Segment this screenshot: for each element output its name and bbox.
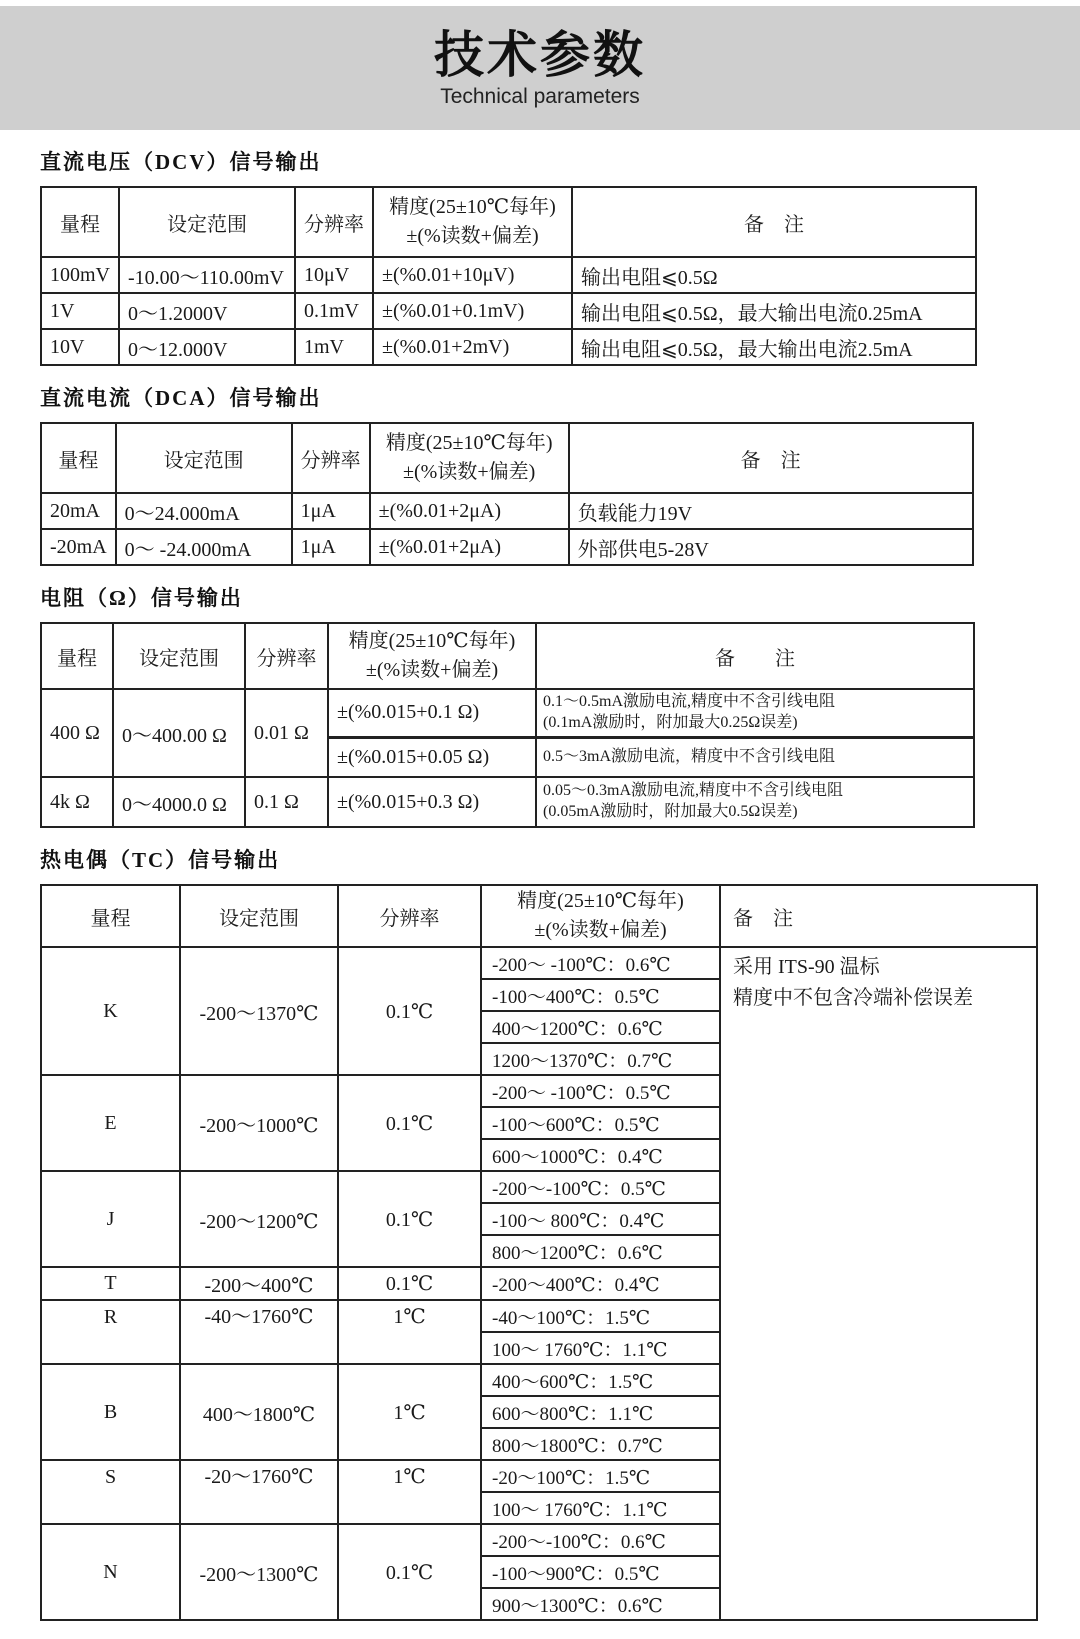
page-subtitle: Technical parameters (440, 84, 640, 108)
resolution-cell: 10μV (295, 257, 373, 293)
range-cell: 10V (41, 329, 119, 365)
table-row (41, 777, 974, 827)
type-cell: T (41, 1267, 180, 1300)
col-header-range: 量程 (41, 623, 113, 689)
col-header-note: 备 注 (720, 885, 1037, 947)
table-row (41, 329, 976, 365)
type-cell: N (41, 1524, 180, 1620)
type-cell: E (41, 1075, 180, 1171)
accuracy-subrow: 100～ 1760℃：1.1℃ (481, 1332, 720, 1364)
range-cell: 100mV (41, 257, 119, 293)
setting-cell: 0～24.000mA (116, 493, 292, 529)
section-title-resistance: 电阻（Ω）信号输出 (40, 586, 243, 610)
col-header-resolution: 分辨率 (338, 885, 481, 947)
setting-cell: 0～12.000V (119, 329, 295, 365)
dca-header-row (41, 423, 973, 493)
note-cell (720, 947, 1037, 1620)
accuracy-header-line2: ±(%读数+偏差) (403, 461, 536, 483)
accuracy-header-line1: 精度(25±10℃每年) (517, 890, 684, 913)
col-header-setting: 设定范围 (116, 423, 292, 493)
resolution-cell: 0.1 Ω (245, 777, 328, 827)
accuracy-header-line1: 精度(25±10℃每年) (348, 630, 516, 652)
table-row (41, 689, 974, 737)
section-title-dca: 直流电流（DCA）信号输出 (40, 386, 322, 410)
accuracy-subrow: 800～1200℃：0.6℃ (481, 1235, 720, 1267)
accuracy-subrow: -100～600℃：0.5℃ (481, 1107, 720, 1139)
setting-cell: 400～1800℃ (180, 1364, 338, 1460)
resolution-cell: 0.1mV (295, 293, 373, 329)
setting-cell: -40～1760℃ (180, 1300, 338, 1364)
setting-cell: 0～ -24.000mA (116, 529, 292, 565)
setting-cell: -200～400℃ (180, 1267, 338, 1300)
accuracy-header-line1: 精度(25±10℃每年) (385, 432, 553, 454)
table-row (41, 293, 976, 329)
accuracy-header-line2: ±(%读数+偏差) (406, 225, 539, 247)
col-header-range: 量程 (41, 423, 116, 493)
setting-cell: -200～1200℃ (180, 1171, 338, 1267)
page-title: 技术参数 (434, 26, 646, 83)
range-cell: 20mA (41, 493, 116, 529)
type-cell: K (41, 947, 180, 1075)
table-row (41, 529, 973, 565)
note-cell: 外部供电5-28V (569, 529, 973, 565)
dcv-header-row (41, 187, 976, 257)
col-header-accuracy (370, 423, 569, 493)
resolution-cell: 0.1℃ (338, 947, 481, 1075)
note-line1: 0.1～0.5mA激励电流,精度中不含引线电阻 (543, 693, 836, 710)
note-line2: (0.1mA激励时，附加最大0.25Ω误差) (543, 713, 798, 731)
setting-cell: -200～1300℃ (180, 1524, 338, 1620)
table-row (41, 257, 976, 293)
accuracy-cell: ±(%0.015+0.3 Ω) (328, 777, 536, 827)
accuracy-header-line2: ±(%读数+偏差) (534, 919, 667, 942)
accuracy-subrow: -200～-100℃：0.6℃ (481, 1524, 720, 1556)
accuracy-subrow: -200～ -100℃：0.6℃ (481, 947, 720, 979)
accuracy-subrow: 900～1300℃：0.6℃ (481, 1588, 720, 1620)
note-line1: 0.05～0.3mA激励电流,精度中不含引线电阻 (543, 782, 844, 800)
resolution-cell: 1μA (292, 493, 370, 529)
accuracy-header-line2: ±(%读数+偏差) (365, 659, 499, 681)
section-title-dcv: 直流电压（DCV）信号输出 (40, 150, 322, 174)
accuracy-subrow: -40～100℃：1.5℃ (481, 1300, 720, 1332)
accuracy-cell: ±(%0.015+0.1 Ω) (328, 689, 536, 737)
accuracy-subrow: -100～400℃：0.5℃ (481, 979, 720, 1011)
col-header-range: 量程 (41, 187, 119, 257)
dca-table (40, 422, 974, 566)
col-header-setting: 设定范围 (119, 187, 295, 257)
accuracy-subrow: 100～ 1760℃：1.1℃ (481, 1492, 720, 1524)
resolution-cell: 0.01 Ω (245, 689, 328, 777)
accuracy-header-line1: 精度(25±10℃每年) (389, 196, 556, 218)
resolution-cell: 1mV (295, 329, 373, 365)
accuracy-subrow: 400～600℃：1.5℃ (481, 1364, 720, 1396)
note-cell: 0.5～3mA激励电流，精度中不含引线电阻 (536, 737, 974, 777)
resistance-header-row (41, 623, 974, 689)
type-cell: J (41, 1171, 180, 1267)
accuracy-cell: ±(%0.01+2μA) (370, 493, 569, 529)
range-cell: 400 Ω (41, 689, 113, 777)
col-header-accuracy (373, 187, 572, 257)
accuracy-subrow: 800～1800℃：0.7℃ (481, 1428, 720, 1460)
resistance-table (40, 622, 975, 828)
resolution-cell: 1℃ (338, 1460, 481, 1524)
resolution-cell: 0.1℃ (338, 1075, 481, 1171)
type-cell: B (41, 1364, 180, 1460)
accuracy-cell: ±(%0.01+10μV) (373, 257, 572, 293)
col-header-setting: 设定范围 (113, 623, 245, 689)
table-row (41, 947, 1037, 979)
resolution-cell: 1℃ (338, 1364, 481, 1460)
setting-cell: 0～400.00 Ω (113, 689, 245, 777)
note-line2: 精度中不包含冷端补偿误差 (733, 987, 973, 1010)
note-cell: 输出电阻⩽0.5Ω (572, 257, 976, 293)
dcv-table (40, 186, 977, 366)
resolution-cell: 0.1℃ (338, 1524, 481, 1620)
range-cell: 4k Ω (41, 777, 113, 827)
col-header-setting: 设定范围 (180, 885, 338, 947)
setting-cell: -20～1760℃ (180, 1460, 338, 1524)
col-header-resolution: 分辨率 (245, 623, 328, 689)
col-header-accuracy (481, 885, 720, 947)
note-cell: 输出电阻⩽0.5Ω，最大输出电流2.5mA (572, 329, 976, 365)
resolution-cell: 0.1℃ (338, 1267, 481, 1300)
note-cell: 输出电阻⩽0.5Ω，最大输出电流0.25mA (572, 293, 976, 329)
setting-cell: 0～1.2000V (119, 293, 295, 329)
accuracy-subrow: 400～1200℃：0.6℃ (481, 1011, 720, 1043)
resolution-cell: 0.1℃ (338, 1171, 481, 1267)
col-header-range: 量程 (41, 885, 180, 947)
table-row (41, 493, 973, 529)
accuracy-subrow: -20～100℃：1.5℃ (481, 1460, 720, 1492)
type-cell: S (41, 1460, 180, 1524)
note-cell (536, 689, 974, 737)
accuracy-subrow: -100～ 800℃：0.4℃ (481, 1203, 720, 1235)
accuracy-subrow: 600～800℃：1.1℃ (481, 1396, 720, 1428)
accuracy-cell: ±(%0.015+0.05 Ω) (328, 737, 536, 777)
col-header-resolution: 分辨率 (292, 423, 370, 493)
setting-cell: -200～1370℃ (180, 947, 338, 1075)
content (40, 146, 1080, 1621)
resolution-cell: 1μA (292, 529, 370, 565)
accuracy-cell: ±(%0.01+2μA) (370, 529, 569, 565)
col-header-resolution: 分辨率 (295, 187, 373, 257)
col-header-accuracy (328, 623, 536, 689)
note-line1: 采用 ITS-90 温标 (733, 956, 880, 979)
section-title-tc: 热电偶（TC）信号输出 (40, 848, 281, 873)
range-cell: -20mA (41, 529, 116, 565)
col-header-note: 备 注 (569, 423, 973, 493)
setting-cell: -10.00～110.00mV (119, 257, 295, 293)
accuracy-subrow: -200～ -100℃：0.5℃ (481, 1075, 720, 1107)
accuracy-subrow: -200～400℃：0.4℃ (481, 1267, 720, 1300)
type-cell: R (41, 1300, 180, 1364)
tc-table (40, 884, 1038, 1621)
tc-header-row (41, 885, 1037, 947)
note-cell: 负载能力19V (569, 493, 973, 529)
page-header (0, 6, 1080, 130)
accuracy-subrow: 600～1000℃：0.4℃ (481, 1139, 720, 1171)
note-cell (536, 777, 974, 827)
accuracy-cell: ±(%0.01+2mV) (373, 329, 572, 365)
accuracy-cell: ±(%0.01+0.1mV) (373, 293, 572, 329)
setting-cell: 0～4000.0 Ω (113, 777, 245, 827)
accuracy-subrow: 1200～1370℃：0.7℃ (481, 1043, 720, 1075)
resolution-cell: 1℃ (338, 1300, 481, 1364)
note-line2: (0.05mA激励时，附加最大0.5Ω误差) (543, 803, 798, 821)
col-header-note: 备 注 (572, 187, 976, 257)
setting-cell: -200～1000℃ (180, 1075, 338, 1171)
col-header-note: 备 注 (536, 623, 974, 689)
accuracy-subrow: -200～-100℃：0.5℃ (481, 1171, 720, 1203)
accuracy-subrow: -100～900℃：0.5℃ (481, 1556, 720, 1588)
range-cell: 1V (41, 293, 119, 329)
